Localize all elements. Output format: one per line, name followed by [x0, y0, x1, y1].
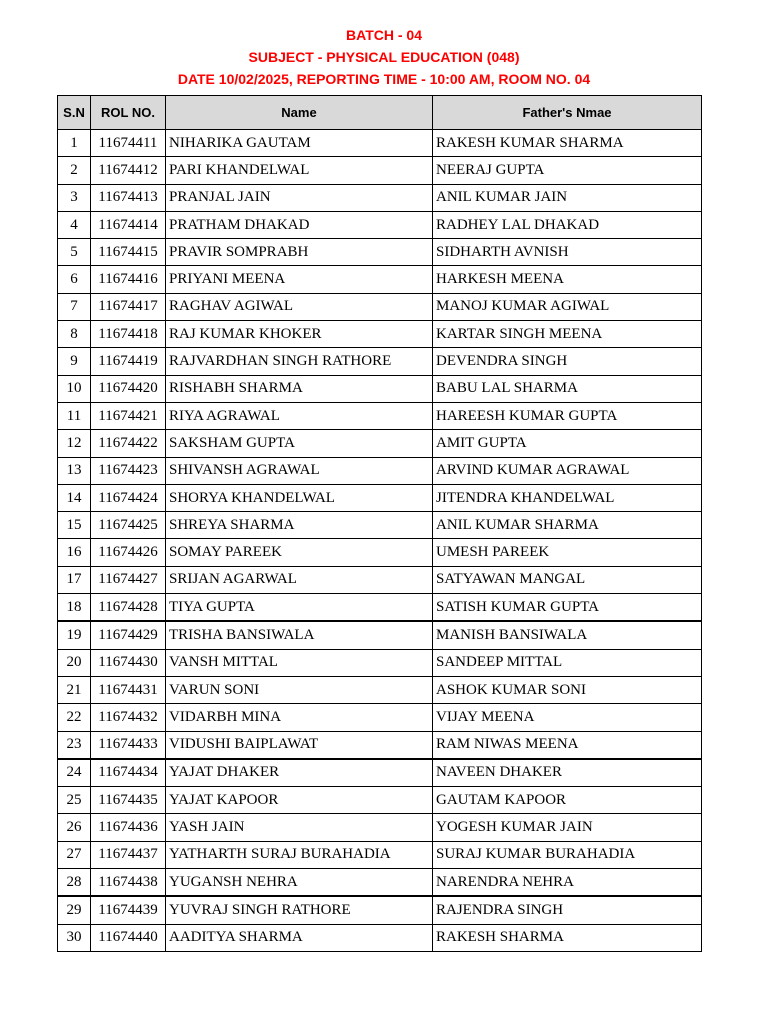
column-header-roll-no: ROL NO.	[91, 96, 166, 130]
column-header-father-name: Father's Nmae	[433, 96, 702, 130]
student-name-cell: SAKSHAM GUPTA	[166, 430, 433, 457]
father-name-cell: YOGESH KUMAR JAIN	[433, 814, 702, 841]
table-row	[58, 924, 702, 951]
table-row	[58, 348, 702, 375]
father-name-cell: NARENDRA NEHRA	[433, 869, 702, 897]
roll-number-cell: 11674435	[91, 787, 166, 814]
roll-number-cell: 11674422	[91, 430, 166, 457]
serial-number-cell: 26	[58, 814, 91, 841]
serial-number-cell: 21	[58, 676, 91, 703]
student-name-cell: PRANJAL JAIN	[166, 184, 433, 211]
roll-number-cell: 11674431	[91, 676, 166, 703]
serial-number-cell: 9	[58, 348, 91, 375]
student-name-cell: PRATHAM DHAKAD	[166, 211, 433, 238]
student-name-cell: RIYA AGRAWAL	[166, 402, 433, 429]
student-name-cell: YATHARTH SURAJ BURAHADIA	[166, 841, 433, 868]
father-name-cell: GAUTAM KAPOOR	[433, 787, 702, 814]
serial-number-cell: 23	[58, 731, 91, 759]
student-name-cell: AADITYA SHARMA	[166, 924, 433, 951]
father-name-cell: ASHOK KUMAR SONI	[433, 676, 702, 703]
table-row	[58, 484, 702, 511]
serial-number-cell: 6	[58, 266, 91, 293]
table-header	[58, 96, 702, 130]
student-name-cell: SRIJAN AGARWAL	[166, 566, 433, 593]
father-name-cell: UMESH PAREEK	[433, 539, 702, 566]
table-row	[58, 211, 702, 238]
student-name-cell: VANSH MITTAL	[166, 649, 433, 676]
exam-details: DATE 10/02/2025, REPORTING TIME - 10:00 AM, ROOM NO. 04	[177, 71, 591, 87]
serial-number-cell: 4	[58, 211, 91, 238]
student-name-cell: NIHARIKA GAUTAM	[166, 130, 433, 157]
table-row	[58, 731, 702, 759]
roll-number-cell: 11674426	[91, 539, 166, 566]
roll-number-cell: 11674428	[91, 594, 166, 622]
serial-number-cell: 3	[58, 184, 91, 211]
roll-number-cell: 11674437	[91, 841, 166, 868]
serial-number-cell: 8	[58, 321, 91, 348]
student-name-cell: SHORYA KHANDELWAL	[166, 484, 433, 511]
table-header-row	[58, 96, 702, 130]
serial-number-cell: 28	[58, 869, 91, 897]
father-name-cell: RAKESH KUMAR SHARMA	[433, 130, 702, 157]
serial-number-cell: 27	[58, 841, 91, 868]
table-row	[58, 649, 702, 676]
roll-number-cell: 11674416	[91, 266, 166, 293]
roll-number-cell: 11674440	[91, 924, 166, 951]
father-name-cell: JITENDRA KHANDELWAL	[433, 484, 702, 511]
serial-number-cell: 19	[58, 621, 91, 649]
roll-number-cell: 11674432	[91, 704, 166, 731]
student-name-cell: RISHABH SHARMA	[166, 375, 433, 402]
serial-number-cell: 12	[58, 430, 91, 457]
father-name-cell: NAVEEN DHAKER	[433, 759, 702, 787]
table-body	[58, 130, 702, 952]
table-row	[58, 457, 702, 484]
serial-number-cell: 29	[58, 896, 91, 924]
roll-number-cell: 11674423	[91, 457, 166, 484]
father-name-cell: NEERAJ GUPTA	[433, 157, 702, 184]
table-row	[58, 266, 702, 293]
student-name-cell: TRISHA BANSIWALA	[166, 621, 433, 649]
table-row	[58, 321, 702, 348]
father-name-cell: SURAJ KUMAR BURAHADIA	[433, 841, 702, 868]
father-name-cell: VIJAY MEENA	[433, 704, 702, 731]
roll-number-cell: 11674439	[91, 896, 166, 924]
father-name-cell: SANDEEP MITTAL	[433, 649, 702, 676]
serial-number-cell: 30	[58, 924, 91, 951]
table-row	[58, 621, 702, 649]
table-row	[58, 539, 702, 566]
table-row	[58, 704, 702, 731]
serial-number-cell: 7	[58, 293, 91, 320]
father-name-cell: ANIL KUMAR SHARMA	[433, 512, 702, 539]
serial-number-cell: 5	[58, 239, 91, 266]
serial-number-cell: 13	[58, 457, 91, 484]
roll-number-cell: 11674421	[91, 402, 166, 429]
student-name-cell: PRIYANI MEENA	[166, 266, 433, 293]
student-name-cell: YUGANSH NEHRA	[166, 869, 433, 897]
roll-number-cell: 11674424	[91, 484, 166, 511]
roll-number-cell: 11674420	[91, 375, 166, 402]
father-name-cell: ARVIND KUMAR AGRAWAL	[433, 457, 702, 484]
table-row	[58, 869, 702, 897]
roll-number-cell: 11674427	[91, 566, 166, 593]
column-header-sn: S.N	[58, 96, 91, 130]
father-name-cell: ANIL KUMAR JAIN	[433, 184, 702, 211]
student-name-cell: VIDARBH MINA	[166, 704, 433, 731]
table-row	[58, 814, 702, 841]
student-name-cell: PARI KHANDELWAL	[166, 157, 433, 184]
serial-number-cell: 15	[58, 512, 91, 539]
roll-number-cell: 11674414	[91, 211, 166, 238]
student-list-table	[57, 95, 702, 952]
roll-number-cell: 11674433	[91, 731, 166, 759]
column-header-name: Name	[166, 96, 433, 130]
roll-number-cell: 11674417	[91, 293, 166, 320]
father-name-cell: HARKESH MEENA	[433, 266, 702, 293]
father-name-cell: SIDHARTH AVNISH	[433, 239, 702, 266]
student-name-cell: YAJAT KAPOOR	[166, 787, 433, 814]
table-row	[58, 566, 702, 593]
student-name-cell: SOMAY PAREEK	[166, 539, 433, 566]
roll-number-cell: 11674425	[91, 512, 166, 539]
table-row	[58, 787, 702, 814]
student-name-cell: YUVRAJ SINGH RATHORE	[166, 896, 433, 924]
serial-number-cell: 16	[58, 539, 91, 566]
student-name-cell: RAJ KUMAR KHOKER	[166, 321, 433, 348]
father-name-cell: DEVENDRA SINGH	[433, 348, 702, 375]
table-row	[58, 184, 702, 211]
table-row	[58, 676, 702, 703]
table-row	[58, 375, 702, 402]
serial-number-cell: 1	[58, 130, 91, 157]
father-name-cell: RAJENDRA SINGH	[433, 896, 702, 924]
father-name-cell: SATISH KUMAR GUPTA	[433, 594, 702, 622]
roll-number-cell: 11674418	[91, 321, 166, 348]
table-row	[58, 130, 702, 157]
serial-number-cell: 20	[58, 649, 91, 676]
father-name-cell: MANISH BANSIWALA	[433, 621, 702, 649]
student-name-cell: YAJAT DHAKER	[166, 759, 433, 787]
father-name-cell: HAREESH KUMAR GUPTA	[433, 402, 702, 429]
roll-number-cell: 11674429	[91, 621, 166, 649]
student-name-cell: VIDUSHI BAIPLAWAT	[166, 731, 433, 759]
student-name-cell: VARUN SONI	[166, 676, 433, 703]
table-row	[58, 239, 702, 266]
roll-number-cell: 11674412	[91, 157, 166, 184]
serial-number-cell: 18	[58, 594, 91, 622]
father-name-cell: RADHEY LAL DHAKAD	[433, 211, 702, 238]
table-row	[58, 157, 702, 184]
student-name-cell: TIYA GUPTA	[166, 594, 433, 622]
student-name-cell: RAGHAV AGIWAL	[166, 293, 433, 320]
document-header	[0, 24, 768, 90]
roll-number-cell: 11674415	[91, 239, 166, 266]
father-name-cell: SATYAWAN MANGAL	[433, 566, 702, 593]
roll-number-cell: 11674436	[91, 814, 166, 841]
father-name-cell: RAM NIWAS MEENA	[433, 731, 702, 759]
table-row	[58, 512, 702, 539]
student-name-cell: PRAVIR SOMPRABH	[166, 239, 433, 266]
serial-number-cell: 22	[58, 704, 91, 731]
father-name-cell: MANOJ KUMAR AGIWAL	[433, 293, 702, 320]
serial-number-cell: 2	[58, 157, 91, 184]
table-row	[58, 841, 702, 868]
serial-number-cell: 24	[58, 759, 91, 787]
subject-title: SUBJECT - PHYSICAL EDUCATION (048)	[248, 49, 520, 65]
student-name-cell: SHREYA SHARMA	[166, 512, 433, 539]
table-row	[58, 594, 702, 622]
father-name-cell: RAKESH SHARMA	[433, 924, 702, 951]
student-name-cell: YASH JAIN	[166, 814, 433, 841]
batch-title: BATCH - 04	[346, 27, 422, 43]
roll-number-cell: 11674413	[91, 184, 166, 211]
roll-number-cell: 11674419	[91, 348, 166, 375]
table-row	[58, 759, 702, 787]
student-name-cell: RAJVARDHAN SINGH RATHORE	[166, 348, 433, 375]
roll-number-cell: 11674430	[91, 649, 166, 676]
serial-number-cell: 11	[58, 402, 91, 429]
roll-number-cell: 11674411	[91, 130, 166, 157]
serial-number-cell: 10	[58, 375, 91, 402]
serial-number-cell: 25	[58, 787, 91, 814]
serial-number-cell: 14	[58, 484, 91, 511]
roll-number-cell: 11674434	[91, 759, 166, 787]
student-name-cell: SHIVANSH AGRAWAL	[166, 457, 433, 484]
father-name-cell: AMIT GUPTA	[433, 430, 702, 457]
father-name-cell: BABU LAL SHARMA	[433, 375, 702, 402]
roll-number-cell: 11674438	[91, 869, 166, 897]
table-row	[58, 896, 702, 924]
table-row	[58, 430, 702, 457]
serial-number-cell: 17	[58, 566, 91, 593]
father-name-cell: KARTAR SINGH MEENA	[433, 321, 702, 348]
table-row	[58, 293, 702, 320]
table-row	[58, 402, 702, 429]
